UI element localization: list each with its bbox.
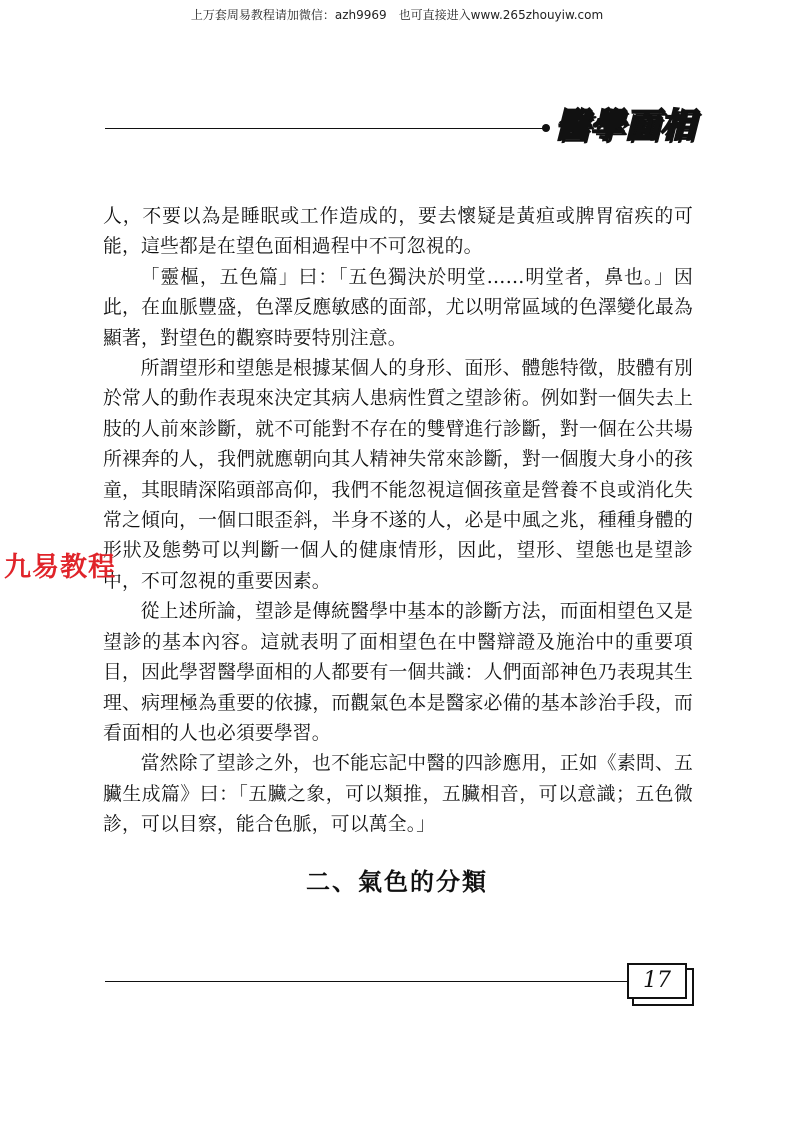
watermark: 九易教程 <box>4 552 116 583</box>
header-rule <box>105 128 545 129</box>
top-note: 上万套周易教程请加微信：azh9969 也可直接进入www.265zhouyiw.com <box>190 8 604 22</box>
paragraph-3: 所謂望形和望態是根據某個人的身形、面形、體態特徵，肢體有別於常人的動作表現來決定其病人患病性質之望診術。例如對一個失去上肢的人前來診斷，就不可能對不存在的雙臂進行診斷，對一個在公共場所裸奔的人，我們就應朝向其人精神失常來診斷，對一個腹大身小的孩童，其眼睛深陷頭部高仰，我們不能忽視這個孩童是營養不良或消化失常之傾向，一個口眼歪斜，半身不遂的人，必是中風之兆，種種身體的形狀及態勢可以判斷一個人的健康情形，因此，望形、望態也是望診中，不可忽視的重要因素。 <box>103 358 693 592</box>
running-header-title: 醫學面相 <box>555 106 695 146</box>
paragraph-4: 從上述所論，望診是傳統醫學中基本的診斷方法，而面相望色又是望診的基本內容。這就表明了面相望色在中醫辯證及施治中的重要項目，因此學習醫學面相的人都要有一個共識：人們面部神色乃表現其生理、病理極為重要的依據，而觀氣色本是醫家必備的基本診治手段，而看面相的人也必須要學習。 <box>103 601 693 744</box>
body-text <box>103 202 693 841</box>
paragraph-1: 人，不要以為是睡眠或工作造成的，要去懷疑是黃疸或脾胃宿疾的可能，這些都是在望色面相過程中不可忽視的。 <box>103 206 693 258</box>
page-number: 17 <box>627 963 687 999</box>
header-dot <box>542 124 550 132</box>
paragraph-5: 當然除了望診之外，也不能忘記中醫的四診應用，正如《素問、五臟生成篇》曰：「五臟之象，可以類推，五臟相音，可以意識；五色微診，可以目察，能合色脈，可以萬全。」 <box>103 753 693 836</box>
section-heading: 二、氣色的分類 <box>306 868 488 896</box>
paragraph-2: 「靈樞，五色篇」曰：「五色獨決於明堂……明堂者，鼻也。」因此，在血脈豐盛，色澤反應敏感的面部，尤以明常區域的色澤變化最為顯著，對望色的觀察時要特別注意。 <box>103 266 693 349</box>
footer-rule <box>105 981 627 982</box>
